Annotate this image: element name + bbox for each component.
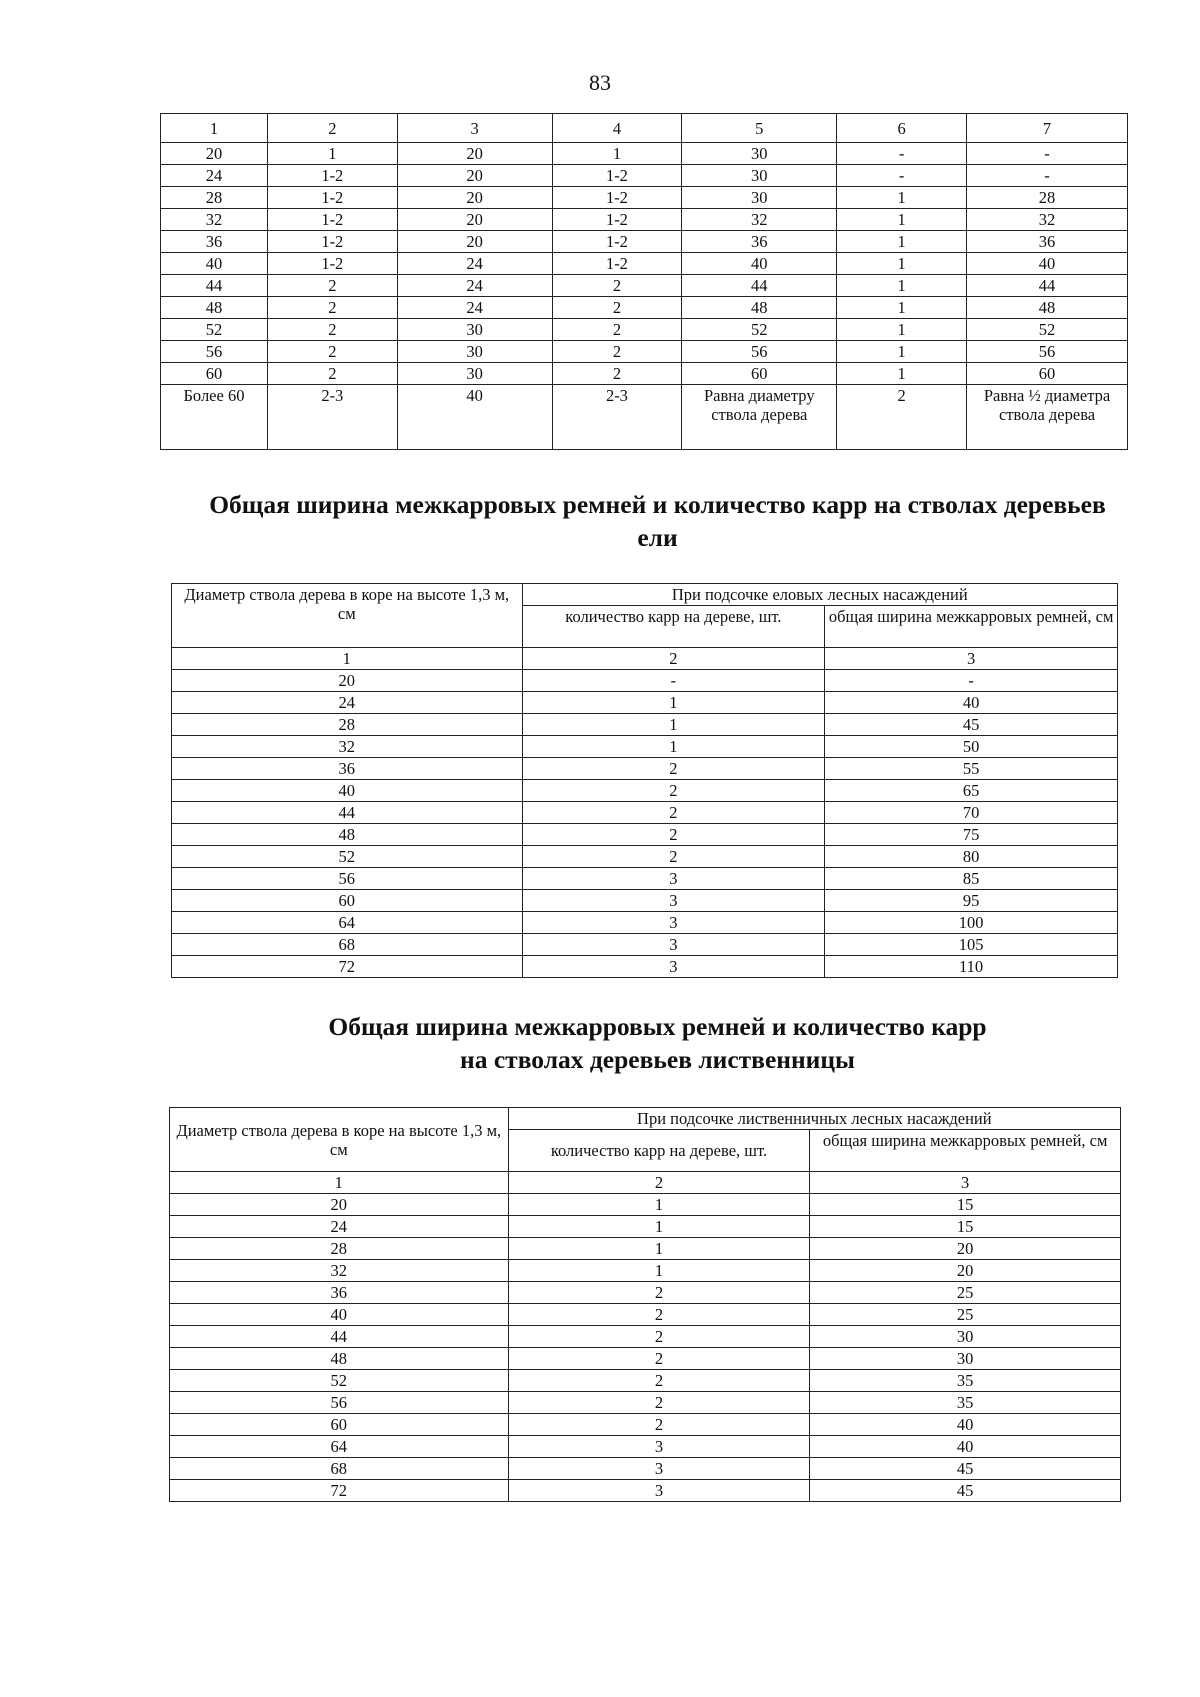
table-cell: 1-2 xyxy=(552,209,682,231)
table-cell: 20 xyxy=(810,1260,1121,1282)
table-cell: 56 xyxy=(172,868,523,890)
table-header-row xyxy=(170,1108,1121,1130)
table-row xyxy=(170,1458,1121,1480)
table-row xyxy=(170,1260,1121,1282)
table-cell: 60 xyxy=(170,1414,509,1436)
table-row xyxy=(170,1392,1121,1414)
table-row-last xyxy=(161,385,1128,450)
table-row xyxy=(172,956,1118,978)
table-cell: 60 xyxy=(172,890,523,912)
table-header-row xyxy=(172,584,1118,606)
column-number: 1 xyxy=(161,114,268,143)
width-column-header: общая ширина межкарровых ремней, см xyxy=(810,1130,1121,1172)
table-row xyxy=(172,868,1118,890)
table-cell: 95 xyxy=(825,890,1118,912)
table-row xyxy=(170,1304,1121,1326)
table-cell: 20 xyxy=(397,187,552,209)
table-cell: 1 xyxy=(508,1260,810,1282)
table-cell: 20 xyxy=(810,1238,1121,1260)
table-cell: 3 xyxy=(522,890,825,912)
table-cell: 20 xyxy=(397,165,552,187)
table-row xyxy=(172,670,1118,692)
column-number: 3 xyxy=(810,1172,1121,1194)
table-cell: 25 xyxy=(810,1282,1121,1304)
table-cell: 65 xyxy=(825,780,1118,802)
table-row xyxy=(172,912,1118,934)
table-cell: 32 xyxy=(170,1260,509,1282)
table-cell: 1-2 xyxy=(267,209,397,231)
table-cell: 1 xyxy=(522,736,825,758)
table-cell: 56 xyxy=(161,341,268,363)
table-cell: 30 xyxy=(810,1348,1121,1370)
table-cell: 44 xyxy=(170,1326,509,1348)
continuation-table xyxy=(160,113,1128,450)
table-cell: - xyxy=(967,143,1128,165)
table-cell: 30 xyxy=(682,165,837,187)
table-cell: 1-2 xyxy=(552,187,682,209)
table-row xyxy=(161,143,1128,165)
count-column-header: количество карр на дереве, шт. xyxy=(522,606,825,648)
table-cell: 55 xyxy=(825,758,1118,780)
table-cell: 36 xyxy=(170,1282,509,1304)
table-cell: 35 xyxy=(810,1370,1121,1392)
table-row xyxy=(172,736,1118,758)
table-cell: 56 xyxy=(682,341,837,363)
table-row xyxy=(172,780,1118,802)
table-cell: 1 xyxy=(837,341,967,363)
table-cell: 2 xyxy=(552,297,682,319)
table-cell: 35 xyxy=(810,1392,1121,1414)
table-cell: 64 xyxy=(172,912,523,934)
table-cell: 2-3 xyxy=(267,385,397,450)
table-cell: 2 xyxy=(552,363,682,385)
table-cell: 85 xyxy=(825,868,1118,890)
table-cell: 3 xyxy=(522,956,825,978)
table-row xyxy=(170,1238,1121,1260)
table-cell: 68 xyxy=(170,1458,509,1480)
diameter-column-header: Диаметр ствола дерева в коре на высоте 1,3 м, см xyxy=(172,584,523,648)
table-cell: 40 xyxy=(825,692,1118,714)
table-cell: 40 xyxy=(967,253,1128,275)
table-cell: Равна диаметру ствола дерева xyxy=(682,385,837,450)
table-row xyxy=(170,1370,1121,1392)
table-cell: 24 xyxy=(397,275,552,297)
table-cell: 44 xyxy=(967,275,1128,297)
table-cell: 40 xyxy=(810,1436,1121,1458)
table-cell: 28 xyxy=(161,187,268,209)
table-cell: 1-2 xyxy=(267,253,397,275)
table-cell: 24 xyxy=(172,692,523,714)
table-cell: 30 xyxy=(397,363,552,385)
table-row xyxy=(170,1194,1121,1216)
table-cell: 1 xyxy=(508,1238,810,1260)
width-column-header: общая ширина межкарровых ремней, см xyxy=(825,606,1118,648)
table-row xyxy=(170,1414,1121,1436)
group-header: При подсочке еловых лесных насаждений xyxy=(522,584,1117,606)
table-row xyxy=(161,187,1128,209)
table-row xyxy=(161,231,1128,253)
table-cell: 60 xyxy=(967,363,1128,385)
column-number: 3 xyxy=(397,114,552,143)
table-cell: 45 xyxy=(810,1480,1121,1502)
column-number: 2 xyxy=(267,114,397,143)
table-cell: 1 xyxy=(837,253,967,275)
table-cell: - xyxy=(522,670,825,692)
table-cell: - xyxy=(837,165,967,187)
table-cell: 2 xyxy=(522,758,825,780)
table-cell: 40 xyxy=(170,1304,509,1326)
table-cell: 3 xyxy=(508,1436,810,1458)
table-cell: 68 xyxy=(172,934,523,956)
table-row xyxy=(161,165,1128,187)
table-cell: 1-2 xyxy=(267,231,397,253)
table-row xyxy=(161,363,1128,385)
table-cell: 2 xyxy=(267,363,397,385)
table-cell: 2 xyxy=(552,319,682,341)
table-cell: 72 xyxy=(172,956,523,978)
table-cell: 2 xyxy=(508,1304,810,1326)
table-row xyxy=(170,1326,1121,1348)
table-row xyxy=(161,209,1128,231)
table-cell: 105 xyxy=(825,934,1118,956)
table-cell: 36 xyxy=(682,231,837,253)
table-cell: 52 xyxy=(172,846,523,868)
table-cell: 1-2 xyxy=(267,187,397,209)
table-row xyxy=(172,692,1118,714)
table-cell: 2 xyxy=(267,341,397,363)
table-cell: 36 xyxy=(967,231,1128,253)
table-row xyxy=(161,253,1128,275)
table-cell: 1 xyxy=(508,1216,810,1238)
table-cell: 80 xyxy=(825,846,1118,868)
table-cell: 3 xyxy=(522,868,825,890)
table-cell: 2 xyxy=(837,385,967,450)
table-cell: 2 xyxy=(552,275,682,297)
diameter-column-header: Диаметр ствола дерева в коре на высоте 1,3 м, см xyxy=(170,1108,509,1172)
column-number: 2 xyxy=(508,1172,810,1194)
table-cell: 2 xyxy=(552,341,682,363)
table-cell: 2 xyxy=(267,319,397,341)
column-number: 5 xyxy=(682,114,837,143)
table-cell: Более 60 xyxy=(161,385,268,450)
table-cell: 1 xyxy=(837,209,967,231)
table-cell: 60 xyxy=(682,363,837,385)
table-cell: 1 xyxy=(837,231,967,253)
count-column-header: количество карр на дереве, шт. xyxy=(508,1130,810,1172)
table-row xyxy=(172,714,1118,736)
table-cell: 1-2 xyxy=(552,253,682,275)
table-cell: - xyxy=(837,143,967,165)
table-cell: - xyxy=(825,670,1118,692)
table-cell: 2 xyxy=(522,802,825,824)
table-cell: 64 xyxy=(170,1436,509,1458)
table-cell: 2 xyxy=(508,1282,810,1304)
table-cell: 1 xyxy=(837,275,967,297)
table-cell: 28 xyxy=(170,1238,509,1260)
table-cell: 70 xyxy=(825,802,1118,824)
column-number: 1 xyxy=(172,648,523,670)
table-cell: 20 xyxy=(397,209,552,231)
table-cell: 56 xyxy=(170,1392,509,1414)
table-cell: 15 xyxy=(810,1194,1121,1216)
table-cell: 3 xyxy=(522,934,825,956)
table-cell: 32 xyxy=(682,209,837,231)
larch-title-line-1: Общая ширина межкарровых ремней и количество карр xyxy=(328,1012,987,1041)
table-cell: 20 xyxy=(172,670,523,692)
group-header: При подсочке лиственничных лесных насаждений xyxy=(508,1108,1120,1130)
table-cell: 3 xyxy=(522,912,825,934)
table-row xyxy=(172,846,1118,868)
table-cell: 32 xyxy=(172,736,523,758)
table-cell: 2 xyxy=(508,1326,810,1348)
table-cell: 2 xyxy=(508,1392,810,1414)
table-cell: 1 xyxy=(837,319,967,341)
table-cell: 30 xyxy=(810,1326,1121,1348)
table-cell: 40 xyxy=(810,1414,1121,1436)
table-cell: 1 xyxy=(837,187,967,209)
table-cell: 32 xyxy=(967,209,1128,231)
table-cell: 15 xyxy=(810,1216,1121,1238)
table-cell: 75 xyxy=(825,824,1118,846)
table-cell: 56 xyxy=(967,341,1128,363)
table-cell: Равна ½ диаметра ствола дерева xyxy=(967,385,1128,450)
table-cell: 72 xyxy=(170,1480,509,1502)
spruce-table xyxy=(171,583,1118,978)
spruce-table-body xyxy=(172,584,1118,978)
column-number: 7 xyxy=(967,114,1128,143)
table-cell: 44 xyxy=(682,275,837,297)
table-cell: 52 xyxy=(170,1370,509,1392)
table-cell: 2 xyxy=(522,846,825,868)
column-number: 3 xyxy=(825,648,1118,670)
table-cell: 36 xyxy=(172,758,523,780)
table-cell: 30 xyxy=(682,143,837,165)
table-cell: 45 xyxy=(825,714,1118,736)
table-cell: 24 xyxy=(161,165,268,187)
table-cell: 2 xyxy=(267,297,397,319)
table-row xyxy=(170,1480,1121,1502)
table-cell: 48 xyxy=(967,297,1128,319)
table-cell: 2-3 xyxy=(552,385,682,450)
table-cell: 2 xyxy=(267,275,397,297)
table-cell: 1-2 xyxy=(552,165,682,187)
table-cell: 1 xyxy=(552,143,682,165)
larch-title-line-2: на стволах деревьев лиственницы xyxy=(460,1045,855,1074)
table-cell: 1 xyxy=(508,1194,810,1216)
table-row xyxy=(161,275,1128,297)
table-cell: 40 xyxy=(682,253,837,275)
table-cell: 1 xyxy=(837,297,967,319)
table-cell: 52 xyxy=(161,319,268,341)
table-cell: 30 xyxy=(397,319,552,341)
table-cell: 32 xyxy=(161,209,268,231)
table-cell: 24 xyxy=(170,1216,509,1238)
table-row xyxy=(172,802,1118,824)
table-cell: 2 xyxy=(522,780,825,802)
table-row xyxy=(161,319,1128,341)
larch-table xyxy=(169,1107,1121,1502)
table-cell: 24 xyxy=(397,297,552,319)
table-row xyxy=(161,341,1128,363)
table-cell: 48 xyxy=(682,297,837,319)
table-row xyxy=(172,824,1118,846)
table-cell: 1 xyxy=(522,692,825,714)
table-cell: 40 xyxy=(172,780,523,802)
table-cell: 30 xyxy=(397,341,552,363)
table-cell: 48 xyxy=(170,1348,509,1370)
table-cell: 100 xyxy=(825,912,1118,934)
table-cell: 60 xyxy=(161,363,268,385)
page-number: 83 xyxy=(589,70,611,95)
column-numbers-row xyxy=(170,1172,1121,1194)
table-row xyxy=(172,934,1118,956)
table-cell: 1 xyxy=(267,143,397,165)
column-number: 6 xyxy=(837,114,967,143)
table-cell: 40 xyxy=(397,385,552,450)
table-cell: 2 xyxy=(508,1414,810,1436)
table-cell: 45 xyxy=(810,1458,1121,1480)
table-cell: 2 xyxy=(522,824,825,846)
table-cell: 44 xyxy=(172,802,523,824)
table-cell: 2 xyxy=(508,1370,810,1392)
table-cell: 3 xyxy=(508,1480,810,1502)
table-row xyxy=(170,1282,1121,1304)
table-cell: 40 xyxy=(161,253,268,275)
table-cell: 52 xyxy=(967,319,1128,341)
table-cell: 20 xyxy=(170,1194,509,1216)
column-number: 1 xyxy=(170,1172,509,1194)
table-row xyxy=(172,890,1118,912)
table-cell: 20 xyxy=(161,143,268,165)
table-row xyxy=(170,1436,1121,1458)
table-cell: 25 xyxy=(810,1304,1121,1326)
table-cell: 20 xyxy=(397,143,552,165)
continuation-table-body xyxy=(161,114,1128,450)
table-cell: 44 xyxy=(161,275,268,297)
table-cell: 30 xyxy=(682,187,837,209)
table-cell: - xyxy=(967,165,1128,187)
table-cell: 28 xyxy=(172,714,523,736)
table-cell: 52 xyxy=(682,319,837,341)
table-cell: 110 xyxy=(825,956,1118,978)
table-cell: 50 xyxy=(825,736,1118,758)
table-cell: 1-2 xyxy=(552,231,682,253)
table-cell: 20 xyxy=(397,231,552,253)
table-cell: 1-2 xyxy=(267,165,397,187)
table-cell: 48 xyxy=(172,824,523,846)
table-cell: 28 xyxy=(967,187,1128,209)
larch-table-body xyxy=(170,1108,1121,1502)
table-cell: 1 xyxy=(522,714,825,736)
table-header-row xyxy=(161,114,1128,143)
table-cell: 24 xyxy=(397,253,552,275)
spruce-table-title: Общая ширина межкарровых ремней и количество карр на стволах деревьев ели xyxy=(209,490,1106,552)
table-cell: 1 xyxy=(837,363,967,385)
table-cell: 48 xyxy=(161,297,268,319)
column-number: 4 xyxy=(552,114,682,143)
table-row xyxy=(172,758,1118,780)
table-row xyxy=(161,297,1128,319)
table-cell: 2 xyxy=(508,1348,810,1370)
table-cell: 3 xyxy=(508,1458,810,1480)
column-number: 2 xyxy=(522,648,825,670)
column-numbers-row xyxy=(172,648,1118,670)
table-row xyxy=(170,1216,1121,1238)
table-cell: 36 xyxy=(161,231,268,253)
larch-table-title xyxy=(190,1010,1125,1076)
table-row xyxy=(170,1348,1121,1370)
